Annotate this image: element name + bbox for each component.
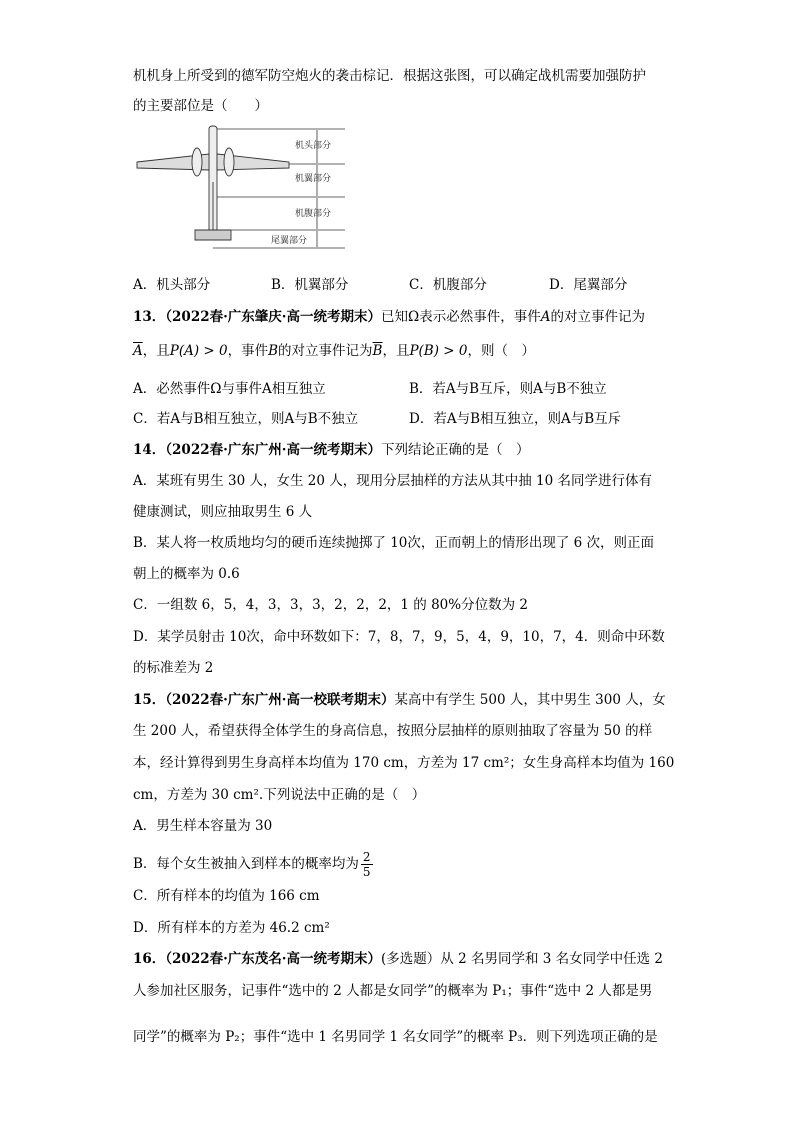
q14-option-d-line-2: 的标准差为 2 <box>133 660 214 676</box>
q15-line-4: cm，方差为 30 cm².下列说法中正确的是（ ） <box>133 787 426 803</box>
q13-t-h: ，且 <box>382 343 410 359</box>
q13-options-row-2 <box>133 409 621 429</box>
q15-header: 15．（2022春·广东广州·高一校联考期末） <box>133 692 395 708</box>
q13-t-d: ，事件 <box>227 343 269 359</box>
q13-option-c[interactable]: C．若A与B相互独立，则A与B不独立 <box>133 411 359 427</box>
q14-header: 14．（2022春·广东广州·高一统考期末） <box>133 442 382 458</box>
q15-option-b[interactable] <box>133 850 373 879</box>
q14-option-a-line-2: 健康测试，则应抽取男生 6 人 <box>133 504 313 520</box>
q15-fraction-den: 5 <box>362 865 371 879</box>
q12-option-a[interactable]: A．机头部分 <box>133 277 211 293</box>
q12-options <box>133 275 627 295</box>
q14-text: 下列结论正确的是（ ） <box>381 442 530 458</box>
q13-pa: P(A) > 0 <box>169 343 228 359</box>
q16-header: 16．（2022春·广东茂名·高一统考期末） <box>133 951 382 967</box>
q15-option-d[interactable]: D．所有样本的方差为 46.2 cm² <box>133 920 330 936</box>
q13-t-f: 的对立事件记为 <box>278 343 373 359</box>
q15-fraction-num: 2 <box>362 850 371 864</box>
airplane-figure <box>133 122 348 250</box>
q12-line-2: 的主要部位是（ ） <box>133 98 268 114</box>
q14-line-1 <box>133 440 530 460</box>
q13-header: 13．（2022春·广东肇庆·高一统考期末） <box>133 309 382 325</box>
q13-line-1 <box>133 307 645 327</box>
q16-text-1: (多选题）从 2 名男同学和 3 名女同学中任选 2 <box>381 951 664 967</box>
q13-option-d[interactable]: D．若A与B相互独立，则A与B互斥 <box>409 411 622 427</box>
q14-option-b-line-2: 朝上的概率为 0.6 <box>133 566 240 582</box>
q13-t-j: ，则（ ） <box>467 343 535 359</box>
q13-var-a: A <box>540 309 551 325</box>
q14-option-c[interactable]: C．一组数 6，5，4，3，3，3，2，2，2，1 的 80%分位数为 2 <box>133 597 528 613</box>
q15-option-a[interactable]: A．男生样本容量为 30 <box>133 818 273 834</box>
q15-fraction <box>361 850 373 879</box>
q14-option-d-line-1[interactable]: D．某学员射击 10次，命中环数如下：7，8，7，9，5，4，9，10，7，4．则命中环数 <box>133 629 665 645</box>
airplane-diagram <box>133 122 348 250</box>
q15-option-b-text: B．每个女生被抽入到样本的概率均为 <box>133 856 359 872</box>
q16-line-3: 同学”的概率为 P₂；事件“选中 1 名男同学 1 名女同学”的概率 P₃．则下列选项正确的是 <box>133 1029 658 1045</box>
figure-label-belly: 机腹部分 <box>295 209 332 219</box>
q12-option-b[interactable]: B．机翼部分 <box>271 277 349 293</box>
q14-option-a-line-1[interactable]: A．某班有男生 30 人，女生 20 人，现用分层抽样的方法从其中抽 10 名同学进行体有 <box>133 473 653 489</box>
q13-line-2 <box>133 341 535 361</box>
q13-text-2: 的对立事件记为 <box>550 309 645 325</box>
q13-var-b: B <box>268 343 279 359</box>
q13-t-b: ，且 <box>142 343 170 359</box>
q12-option-c[interactable]: C．机腹部分 <box>409 277 487 293</box>
q15-line-3: 本，经计算得到男生身高样本均值为 170 cm，方差为 17 cm²；女生身高样本均值为 160 <box>133 755 675 771</box>
q15-text-1: 某高中有学生 500 人，其中男生 300 人，女 <box>394 692 666 708</box>
q13-option-b[interactable]: B．若A与B互斥，则A与B不独立 <box>409 381 607 397</box>
q14-option-b-line-1[interactable]: B．某人将一枚质地均匀的硬币连续抛掷了 10次，正而朝上的情形出现了 6 次，则正面 <box>133 535 655 551</box>
q15-option-c[interactable]: C．所有样本的均值为 166 cm <box>133 888 320 904</box>
figure-label-nose: 机头部分 <box>295 141 332 151</box>
q15-line-1 <box>133 690 666 710</box>
q13-options-row-1 <box>133 379 607 399</box>
q13-pb: P(B) > 0 <box>409 343 468 359</box>
q16-line-1 <box>133 949 663 969</box>
q13-text-1: 已知Ω表示必然事件，事件 <box>381 309 541 325</box>
figure-label-tail: 尾翼部分 <box>271 236 308 246</box>
figure-label-wing: 机翼部分 <box>295 174 332 184</box>
q13-b-bar: $\overline{B}$ <box>372 343 383 359</box>
q13-option-a[interactable]: A．必然事件Ω与事件A相互独立 <box>133 381 326 397</box>
q13-a-bar: $\overline{A}$ <box>133 343 143 359</box>
q12-line-1: 机机身上所受到的德军防空炮火的袭击棕记．根据这张图，可以确定战机需要加强防护 <box>133 68 646 84</box>
q16-line-2: 人参加社区服务，记事件“选中的 2 人都是女同学”的概率为 P₁；事件“选中 2 人都是男 <box>133 983 653 999</box>
q12-option-d[interactable]: D．尾翼部分 <box>549 277 628 293</box>
q15-line-2: 生 200 人，希望获得全体学生的身高信息，按照分层抽样的原则抽取了容量为 50 的样 <box>133 723 653 739</box>
